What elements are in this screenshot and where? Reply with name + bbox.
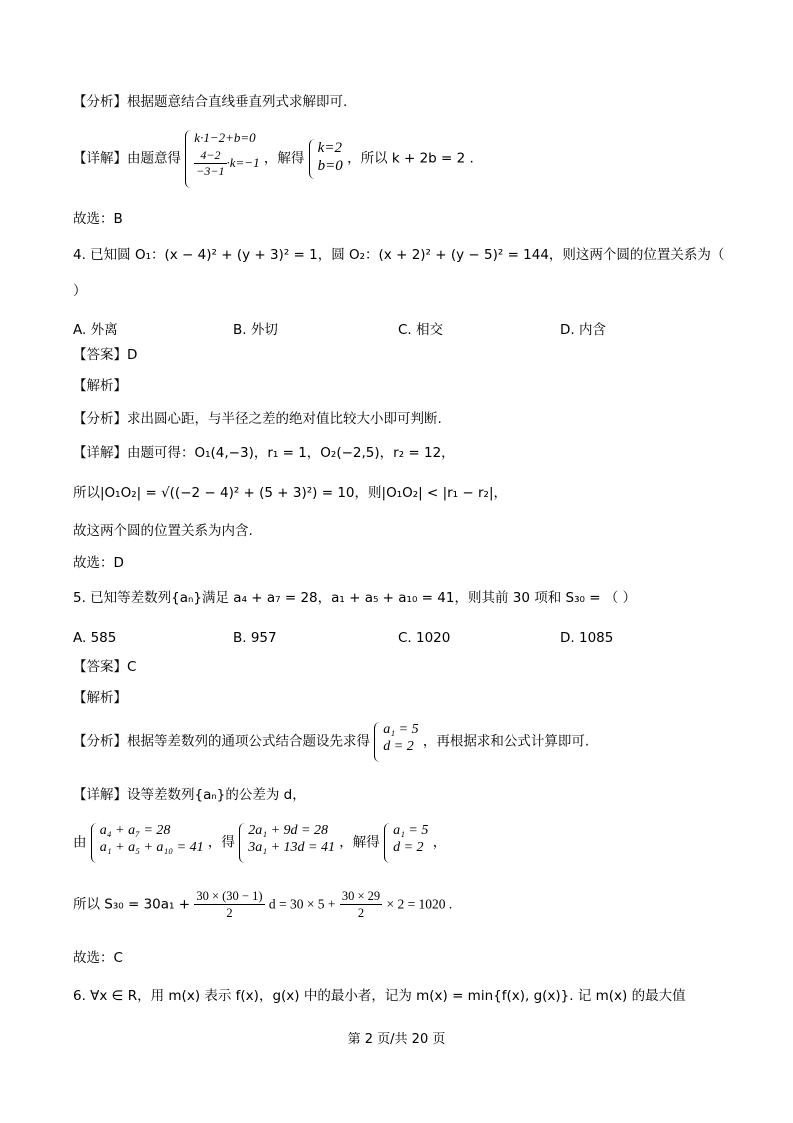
q5-detail: 【详解】设等差数列{aₙ}的公差为 d， [73,787,306,803]
q3-frac-den: −3−1 [196,164,225,179]
q4-option-b: B. 外切 [233,322,278,338]
q4-answer-select: 故选：D [73,555,124,571]
q4-answer: 【答案】D [73,347,138,363]
q4-option-c: C. 相交 [398,322,444,338]
q3-solution [309,139,343,179]
q5-jiexi: 【解析】 [73,690,127,706]
q5-sum-frac1 [194,888,264,922]
q5-analysis-s2: d = 2 [383,738,414,754]
q4-stem-cont: ） [73,283,87,299]
q5-sum-frac2-den: 2 [357,906,365,921]
q5-option-b: B. 957 [233,630,277,646]
q4-jiexi: 【解析】 [73,378,127,394]
q5-sum [73,888,452,922]
q5-sysB1: 2a₁ + 9d = 28 [248,823,328,838]
q5-sum-mid: d = 30 × 5 + [268,896,336,912]
q5-analysis-s1: a₁ = 5 [383,722,419,737]
q5-analysis-system [374,722,418,762]
q5-sysB2: 3a₁ + 13d = 41 [248,839,335,855]
q4-stem: 4. 已知圆 O₁：(x − 4)² + (y + 3)² = 1，圆 O₂：(x + 2)² + (y − 5)² = 144，则这两个圆的位置关系为（ [73,247,725,263]
q5-sysA1: a₄ + a₇ = 28 [99,823,171,838]
q5-solve-label: ，解得 [339,834,380,851]
q5-get-label: ，得 [207,834,235,851]
q4-calc: 所以|O₁O₂| = √((−2 − 4)² + (5 + 3)²) = 10，则|O₁O₂| < |r₁ − r₂|， [73,485,507,501]
q4-option-d: D. 内含 [560,322,606,338]
q3-answer-select: 故选：B [73,211,123,227]
q5-system-b [239,823,335,863]
q5-sys-end: ， [432,834,447,851]
q3-conclusion: ，所以 k + 2b = 2 . [347,150,474,167]
q5-option-a: A. 585 [73,630,117,646]
q3-sys-eq1: k·1−2+b=0 [194,130,256,145]
q5-system-a [91,823,204,863]
q5-systems [73,823,446,863]
q5-from-label: 由 [73,834,87,851]
q5-sum-frac2 [340,888,382,922]
q5-stem: 5. 已知等差数列{aₙ}满足 a₄ + a₇ = 28，a₁ + a₅ + a₁₀ = 41，则其前 30 项和 S₃₀ = （ ） [73,590,637,606]
q4-conclusion: 故这两个圆的位置关系为内含. [73,523,253,539]
q5-sysA2: a₁ + a₅ + a₁₀ = 41 [99,839,204,855]
q3-detail-prefix: 【详解】由题意得 [73,150,181,167]
q5-option-d: D. 1085 [560,630,614,646]
q5-sum-frac1-num: 30 × (30 − 1) [194,888,264,905]
q5-sum-frac2-num: 30 × 29 [340,888,382,905]
q3-detail [73,130,474,188]
q5-answer: 【答案】C [73,659,137,675]
q5-answer-select: 故选：C [73,950,123,966]
q3-analysis: 【分析】根据题意结合直线垂直列式求解即可. [73,94,348,110]
q5-analysis-suffix: ，再根据求和公式计算即可. [422,733,590,750]
q4-detail: 【详解】由题可得：O₁(4,−3)，r₁ = 1，O₂(−2,5)，r₂ = 12， [73,445,455,461]
q5-sysC1: a₁ = 5 [393,823,429,838]
q3-sol1: k=2 [317,140,342,156]
q5-option-c: C. 1020 [398,630,451,646]
q6-stem: 6. ∀x ∈ R，用 m(x) 表示 f(x)，g(x) 中的最小者，记为 m(x) = min{f(x), g(x)}. 记 m(x) 的最大值 [73,988,686,1004]
page-footer: 第 2 页/共 20 页 [347,1032,446,1047]
q5-sysC2: d = 2 [393,839,424,855]
q4-analysis: 【分析】求出圆心距，与半径之差的绝对值比较大小即可判断. [73,411,442,427]
q3-solve-text: ，解得 [263,150,305,167]
q5-system-c [384,823,428,863]
q3-frac-num: 4−2 [194,148,226,165]
q5-sum-prefix: 所以 S₃₀ = 30a₁ + [73,896,191,913]
q5-sum-suffix: × 2 = 1020 . [386,896,453,912]
q3-sys-eq2-tail: ·k=−1 [226,154,260,170]
q3-system [185,130,259,188]
q3-sol2: b=0 [317,158,343,174]
q4-option-a: A. 外离 [73,322,118,338]
q5-analysis [73,722,589,762]
q5-analysis-prefix: 【分析】根据等差数列的通项公式结合题设先求得 [73,733,370,750]
q5-sum-frac1-den: 2 [226,906,233,921]
